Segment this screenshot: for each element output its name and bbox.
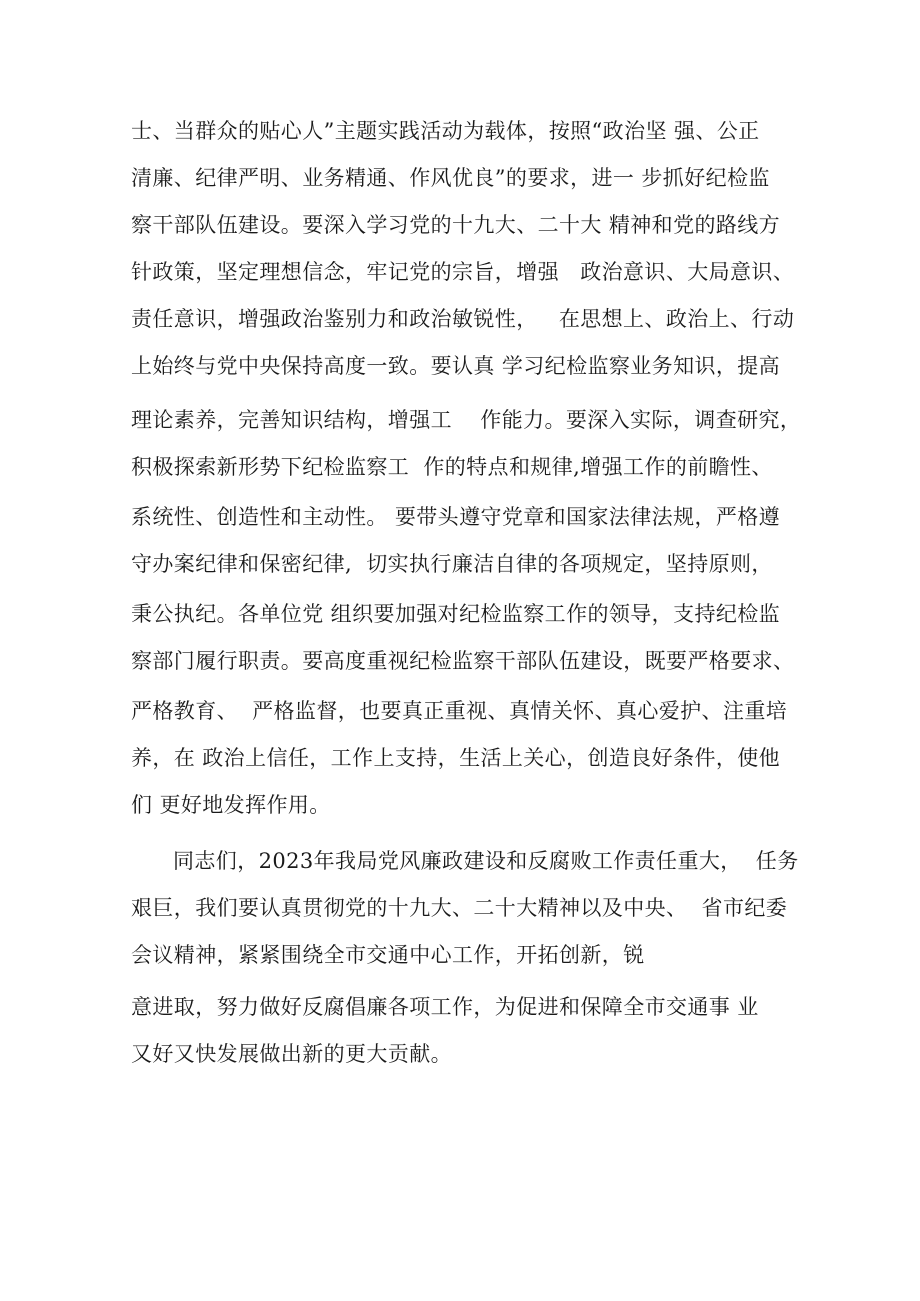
paragraph-1-line-11: 秉公执纪。各单位党 组织要加强对纪检监察工作的领导，支持纪检监: [131, 602, 781, 626]
paragraph-1-line-9: 系统性、创造性和主动性。 要带头遵守党章和国家法律法规，严格遵: [131, 505, 781, 529]
paragraph-1-line-14: 养，在 政治上信任，工作上支持，生活上关心，创造良好条件，使他: [131, 746, 781, 770]
paragraph-2-line-5: 又好又快发展做出新的更大贡献。: [131, 1042, 452, 1066]
paragraph-1-line-13: 严格教育、 严格监督，也要真正重视、真情关怀、真心爱护、注重培: [131, 699, 788, 723]
paragraph-1-line-7: 理论素养，完善知识结构，增强工 作能力。要深入实际，调查研究，: [131, 408, 802, 432]
paragraph-1-line-4: 针政策，坚定理想信念，牢记党的宗旨，增强 政治意识、大局意识、: [131, 260, 795, 284]
paragraph-1-line-10: 守办案纪律和保密纪律, 切实执行廉洁自律的各项规定，坚持原则，: [131, 552, 773, 576]
paragraph-1-line-2: 清廉、纪律严明、业务精通、作风优良”的要求，进一 步抓好纪检监: [131, 166, 770, 190]
paragraph-1-line-6: 上始终与党中央保持高度一致。要认真 学习纪检监察业务知识，提高: [131, 354, 781, 378]
paragraph-1-line-8: 积极探索新形势下纪检监察工 作的特点和规律,增强工作的前瞻性、: [131, 455, 773, 479]
paragraph-2-line-3: 会议精神，紧紧围绕全市交通中心工作，开拓创新，锐: [131, 943, 645, 967]
paragraph-2-line-1: 同志们，2023年我局党风廉政建设和反腐败工作责任重大， 任务: [173, 849, 799, 873]
paragraph-1-line-1: 士、当群众的贴心人”主题实践活动为载体，按照“政治坚 强、公正: [131, 119, 760, 143]
paragraph-2-line-4: 意进取，努力做好反腐倡廉各项工作，为促进和保障全市交通事 业: [131, 995, 759, 1019]
paragraph-1-line-3: 察干部队伍建设。要深入学习党的十九大、二十大 精神和党的路线方: [131, 213, 781, 237]
paragraph-2-line-2: 艰巨，我们要认真贯彻党的十九大、二十大精神以及中央、 省市纪委: [131, 896, 788, 920]
paragraph-1-line-15: 们 更好地发挥作用。: [131, 793, 331, 817]
paragraph-1-line-12: 察部门履行职责。要高度重视纪检监察干部队伍建设，既要严格要求、: [131, 649, 795, 673]
paragraph-1-line-5: 责任意识，增强政治鉴别力和政治敏锐性， 在思想上、政治上、行动: [131, 307, 795, 331]
